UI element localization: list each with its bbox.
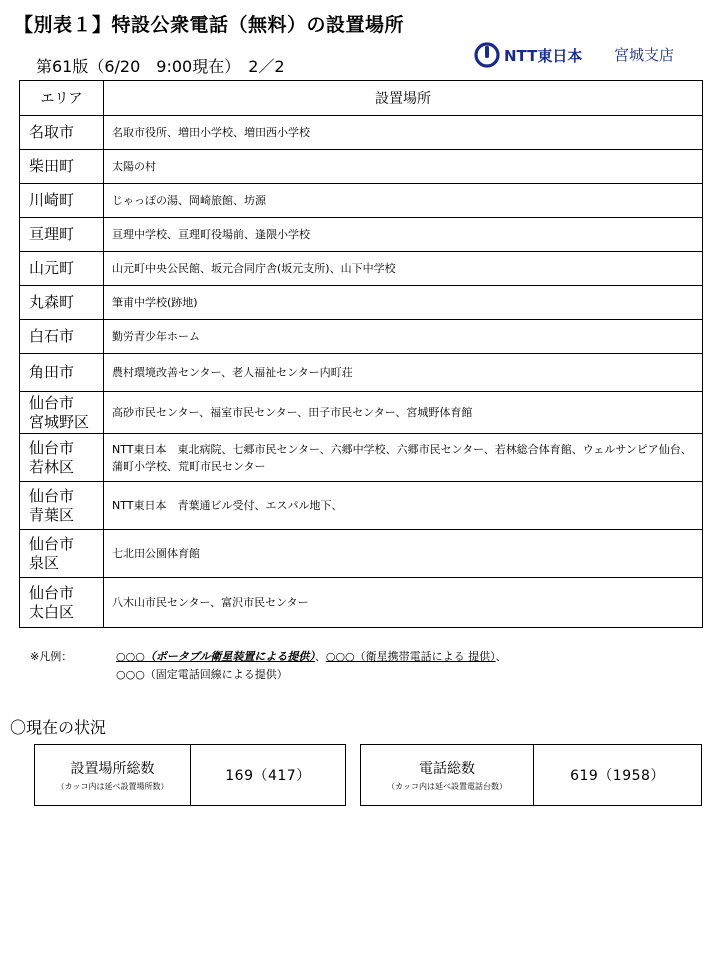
area-cell <box>20 482 104 530</box>
area-cell <box>20 116 104 150</box>
table-row <box>20 434 703 482</box>
table-row <box>20 354 703 392</box>
column-header-place: 設置場所 <box>104 81 703 116</box>
place-cell: 農村環境改善センター、老人福祉センター内町荘 <box>104 354 703 392</box>
table-row <box>20 184 703 218</box>
area-cell <box>20 320 104 354</box>
legend-fixed-line: ○○○（固定電話回線による提供） <box>116 668 288 681</box>
area-name: 白石市 <box>29 327 75 345</box>
logo-text: NTT東日本 <box>504 46 583 65</box>
total-locations-label <box>35 745 191 805</box>
place-cell: NTT東日本 東北病院、七郷市民センター、六郷中学校、六郷市民センター、若林総合体育館、ウェルサンピア仙台、蒲町小学校、荒町市民センター <box>104 434 703 482</box>
area-name: 丸森町 <box>29 293 75 311</box>
area-name-line1: 仙台市 <box>29 438 75 457</box>
total-locations-value: 169（417） <box>225 768 311 784</box>
edition-info: 第61版（6/20 9:00現在） 2／2 <box>36 57 285 76</box>
installation-table <box>19 80 703 628</box>
status-heading: 〇現在の状況 <box>10 718 107 737</box>
place-cell: 筆甫中学校(跡地) <box>104 286 703 320</box>
area-name: 亘理町 <box>29 225 75 243</box>
area-name-line2: 宮城野区 <box>29 412 90 431</box>
area-name-line2: 若林区 <box>29 457 75 476</box>
place-cell: 七北田公園体育館 <box>104 530 703 578</box>
area-name-line1: 仙台市 <box>29 486 75 505</box>
legend-label: ※凡例： <box>30 650 73 663</box>
place-cell: 八木山市民センター、富沢市民センター <box>104 578 703 628</box>
table-row <box>20 150 703 184</box>
table-row <box>20 116 703 150</box>
area-name: 名取市 <box>29 123 75 141</box>
legend-line-1 <box>116 648 507 664</box>
total-phones-title: 電話総数 <box>419 761 475 777</box>
legend-separator: 、 <box>495 650 507 663</box>
area-cell <box>20 286 104 320</box>
area-cell <box>20 218 104 252</box>
place-cell: 高砂市民センター、福室市民センター、田子市民センター、宮城野体育館 <box>104 392 703 434</box>
place-cell: 亘理中学校、亘理町役場前、逢隈小学校 <box>104 218 703 252</box>
total-locations-title: 設置場所総数 <box>70 761 155 777</box>
area-name-line2: 青葉区 <box>29 505 75 524</box>
legend-satellite-phone: ○○○（衛星携帯電話による 提供） <box>325 650 496 663</box>
branch-name: 宮城支店 <box>614 46 675 64</box>
total-locations-note: （カッコ内は延べ設置場所数） <box>56 782 169 791</box>
total-phones-label <box>361 745 534 805</box>
total-locations-box <box>34 744 346 806</box>
total-phones-value: 619（1958） <box>570 768 665 784</box>
ntt-logo-icon <box>474 42 500 68</box>
table-row <box>20 392 703 434</box>
place-cell: NTT東日本 青葉通ビル受付、エスパル地下、 <box>104 482 703 530</box>
area-name: 川崎町 <box>29 191 75 209</box>
table-row <box>20 286 703 320</box>
table-row <box>20 218 703 252</box>
place-cell: 太陽の村 <box>104 150 703 184</box>
area-name: 山元町 <box>29 259 75 277</box>
table-header-row <box>20 81 703 116</box>
area-cell <box>20 252 104 286</box>
area-cell <box>20 392 104 434</box>
area-name-line1: 仙台市 <box>29 534 75 553</box>
area-cell <box>20 184 104 218</box>
table-row <box>20 252 703 286</box>
area-name: 柴田町 <box>29 157 75 175</box>
table-row <box>20 482 703 530</box>
place-cell: 山元町中央公民館、坂元合同庁舎(坂元支所)、山下中学校 <box>104 252 703 286</box>
place-cell: 名取市役所、増田小学校、増田西小学校 <box>104 116 703 150</box>
area-cell <box>20 578 104 628</box>
legend-separator: 、 <box>314 650 326 663</box>
column-header-area: エリア <box>20 81 104 116</box>
table-row <box>20 320 703 354</box>
legend-portable-satellite: ○○○（ポータブル衛星装置による提供） <box>116 650 315 663</box>
area-cell <box>20 150 104 184</box>
area-name-line2: 太白区 <box>29 602 75 621</box>
area-cell <box>20 434 104 482</box>
area-cell <box>20 530 104 578</box>
area-name-line1: 仙台市 <box>29 393 75 412</box>
ntt-logo <box>474 42 582 68</box>
area-name-line2: 泉区 <box>29 553 60 572</box>
total-phones-box <box>360 744 702 806</box>
table-row <box>20 530 703 578</box>
area-name-line1: 仙台市 <box>29 583 75 602</box>
place-cell: じゃっぽの湯、岡崎旅館、坊源 <box>104 184 703 218</box>
page-title: 【別表１】特設公衆電話（無料）の設置場所 <box>14 14 405 36</box>
total-phones-note: （カッコ内は延べ設置電話台数） <box>387 782 507 791</box>
place-cell: 勤労青少年ホーム <box>104 320 703 354</box>
area-cell <box>20 354 104 392</box>
area-name: 角田市 <box>29 363 75 381</box>
table-row <box>20 578 703 628</box>
